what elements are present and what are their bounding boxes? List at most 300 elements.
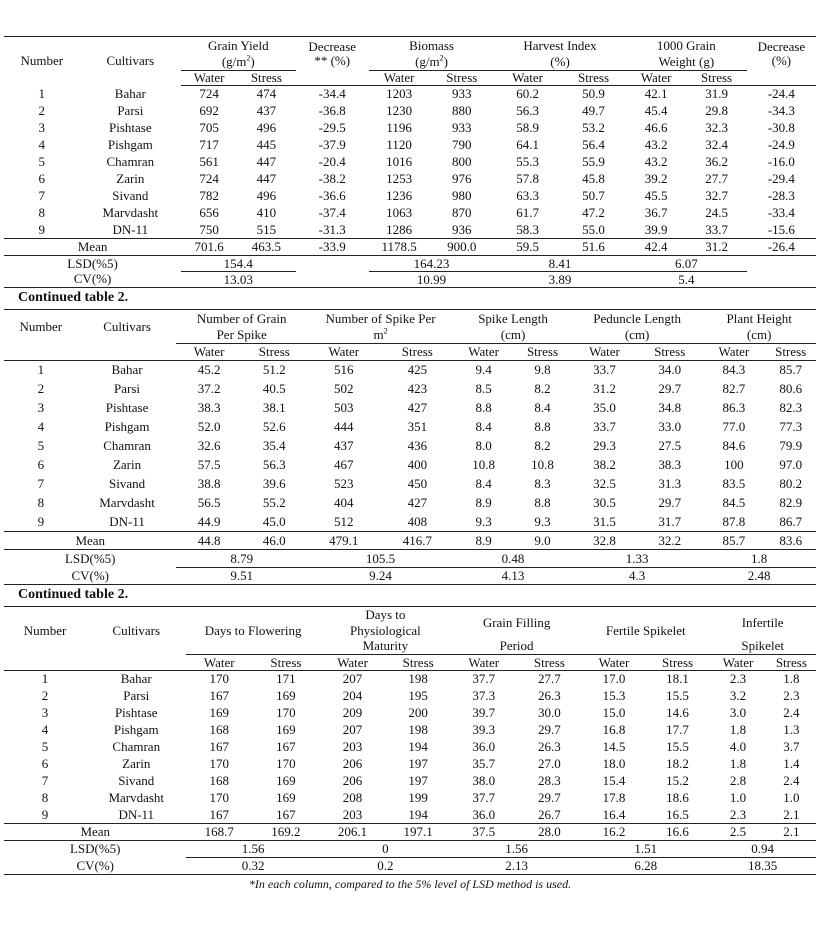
mean-value: 85.7 (702, 532, 765, 550)
table-row (4, 154, 816, 171)
cell-value: 32.3 (705, 120, 728, 135)
cultivar-name: DN-11 (112, 221, 149, 237)
cell-value: 39.7 (472, 705, 496, 720)
cell-value: 82.7 (722, 381, 746, 396)
cell-value: 58.9 (516, 120, 540, 135)
cell-value: 37.7 (472, 790, 496, 805)
cell-value: 60.2 (516, 86, 540, 102)
cell-value: 8.9 (475, 495, 492, 510)
cell-value: 404 (333, 495, 354, 510)
header-spike-length-unit: (cm) (454, 328, 572, 344)
cultivar-name: Chamran (103, 438, 151, 453)
mean-value: 32.8 (572, 532, 637, 550)
cell-value: 17.7 (666, 722, 689, 737)
cell-value: 410 (256, 205, 277, 220)
header-grain-yield-unit: $(g/m^2)$ (181, 55, 295, 71)
header-cultivars: Cultivars (80, 37, 182, 86)
cell-value: -30.8 (767, 120, 795, 135)
cell-value: 82.3 (779, 400, 803, 415)
cell-value: -15.6 (767, 221, 795, 237)
cell-value: 1.0 (783, 790, 800, 805)
mean-value: 16.6 (646, 824, 710, 841)
cell-value: 32.6 (197, 438, 221, 453)
cell-value: 8.4 (475, 419, 492, 434)
cell-value: 207 (342, 671, 363, 687)
subheader-water: Water (320, 655, 386, 671)
cv-value: 13.03 (181, 272, 295, 288)
row-number: 3 (38, 120, 46, 135)
row-number: 8 (37, 495, 45, 510)
cell-value: 26.3 (538, 739, 561, 754)
cv-label: CV(%) (4, 568, 176, 585)
cell-value: 36.7 (644, 205, 668, 220)
cell-value: 38.8 (197, 476, 221, 491)
subheader-stress: Stress (429, 71, 494, 86)
cell-value: 445 (256, 137, 277, 152)
cell-value: 16.5 (666, 806, 689, 822)
cell-value: 561 (199, 154, 219, 169)
table-row (4, 513, 816, 532)
cell-value: 80.6 (779, 381, 803, 396)
cell-value: 8.4 (475, 476, 492, 491)
cell-value: 1063 (386, 205, 413, 220)
header-infertile-spikelet-2: Spikelet (709, 639, 816, 655)
cell-value: 9.4 (475, 362, 492, 378)
mean-value: 701.6 (181, 239, 237, 256)
cell-value: 83.5 (722, 476, 746, 491)
cell-value: 502 (333, 381, 354, 396)
subheader-water: Water (369, 71, 429, 86)
cultivar-name: Parsi (123, 688, 150, 703)
cell-value: 86.7 (779, 513, 803, 529)
cell-value: 351 (407, 419, 428, 434)
cultivar-name: DN-11 (118, 806, 155, 822)
cultivar-name: Marvdasht (102, 205, 159, 220)
cv-value: 0.2 (320, 858, 451, 875)
cell-value: 1.8 (783, 671, 800, 687)
row-number: 1 (37, 362, 45, 378)
cultivar-name: Parsi (114, 381, 141, 396)
header-decrease: Decrease ** (%) (296, 37, 369, 71)
cell-value: 31.9 (705, 86, 728, 102)
lsd-value: 8.41 (494, 256, 626, 272)
lsd-value: 6.07 (626, 256, 747, 272)
cell-value: 45.8 (582, 171, 605, 186)
subheader-water: Water (186, 655, 252, 671)
subheader-stress: Stress (381, 344, 455, 361)
cell-value: 55.3 (516, 154, 540, 169)
subheader-water: Water (709, 655, 766, 671)
header-days-to-maturity-2: Physiological (349, 622, 421, 638)
table-row (4, 705, 816, 722)
cell-value: 168 (209, 773, 230, 788)
mean-value: 416.7 (381, 532, 455, 550)
cell-value: 2.4 (783, 705, 800, 720)
header-cultivars: Cultivars (78, 310, 177, 344)
mean-value: 463.5 (237, 239, 295, 256)
subheader-blank (296, 71, 369, 86)
cell-value: -38.2 (318, 171, 346, 186)
cell-value: 503 (333, 400, 354, 415)
cell-value: 33.7 (593, 419, 616, 434)
lsd-value: 154.4 (181, 256, 295, 272)
cell-value: 86.3 (722, 400, 746, 415)
cell-value: 724 (199, 171, 219, 186)
subheader-water: Water (307, 344, 381, 361)
lsd-row (4, 256, 816, 272)
header-days-to-flowering: Days to Flowering (186, 607, 319, 655)
cell-value: 31.2 (593, 381, 616, 396)
cell-value: 29.3 (593, 438, 616, 453)
cell-value: 31.3 (658, 476, 682, 491)
cell-value: 169 (276, 688, 296, 703)
cell-value: 52.0 (197, 419, 221, 434)
cell-value: -31.3 (318, 221, 346, 237)
cell-value: 717 (199, 137, 219, 152)
cell-value: 29.7 (658, 381, 682, 396)
row-number: 3 (37, 400, 45, 415)
cell-value: -28.3 (767, 188, 795, 203)
table-row (4, 790, 816, 807)
cell-value: 1.0 (729, 790, 747, 805)
cell-value: 45.5 (644, 188, 668, 203)
cell-value: 36.2 (705, 154, 728, 169)
subheader-water: Water (176, 344, 241, 361)
cell-value: 1.8 (729, 756, 747, 771)
cell-value: 8.2 (534, 381, 551, 396)
continued-title: Continued table 2. (18, 290, 129, 305)
cell-value: 15.0 (602, 705, 626, 720)
cell-value: 423 (407, 381, 428, 396)
lsd-value: 0 (320, 841, 451, 858)
row-number: 3 (41, 705, 49, 720)
cell-value: 27.7 (705, 171, 728, 186)
lsd-label: LSD(%5) (67, 255, 118, 271)
cell-value: 18.2 (666, 756, 689, 771)
table-row (4, 188, 816, 205)
cultivar-name: Bahar (120, 671, 152, 687)
cell-value: 170 (276, 705, 296, 720)
cell-value: 32.5 (593, 476, 616, 491)
header-biomass-unit: $(g/m^2)$ (369, 55, 494, 71)
cell-value: 16.4 (602, 806, 626, 822)
cell-value: 27.7 (538, 671, 561, 687)
cell-value: 36.0 (472, 806, 496, 822)
table-row (4, 399, 816, 418)
cell-value: 209 (342, 705, 363, 720)
cell-value: 29.7 (538, 790, 561, 805)
cell-value: 9.8 (534, 362, 551, 378)
cell-value: 42.1 (644, 86, 668, 102)
cell-value: 194 (408, 806, 428, 822)
header-fertile-spikelet: Fertile Spikelet (582, 607, 709, 655)
cell-value: 50.7 (582, 188, 605, 203)
cell-value: 32.7 (705, 188, 728, 203)
subheader-water: Water (702, 344, 765, 361)
cell-value: 9.3 (475, 513, 492, 529)
table-row (4, 171, 816, 188)
cell-value: 39.9 (644, 221, 668, 237)
cell-value: 171 (276, 671, 296, 687)
mean-value: 479.1 (307, 532, 381, 550)
mean-value: 42.4 (626, 239, 686, 256)
cultivar-name: DN-11 (109, 513, 145, 529)
cell-value: 2.1 (783, 806, 800, 822)
cell-value: 33.7 (593, 362, 616, 378)
row-number: 9 (37, 513, 45, 529)
cell-value: 56.3 (262, 457, 286, 472)
cell-value: 936 (452, 221, 472, 237)
cell-value: 55.9 (582, 154, 605, 169)
table-row (4, 739, 816, 756)
mean-value: 31.2 (686, 239, 746, 256)
cell-value: 39.3 (472, 722, 496, 737)
cultivar-name: Pishtase (114, 705, 158, 720)
row-number: 8 (41, 790, 49, 805)
cell-value: 523 (333, 476, 354, 491)
lsd-value: 164.23 (369, 256, 494, 272)
cell-value: 32.4 (705, 137, 728, 152)
cell-value: 170 (209, 790, 230, 805)
cell-value: 197 (408, 756, 428, 771)
subheader-stress: Stress (517, 655, 583, 671)
cell-value: 3.0 (729, 705, 747, 720)
cell-value: 38.2 (593, 457, 616, 472)
cell-value: 2.3 (729, 806, 747, 822)
cell-value: 85.7 (779, 362, 803, 378)
continued-title: Continued table 2. (18, 587, 129, 602)
cell-value: 2.8 (729, 773, 747, 788)
cultivar-name: Chamran (106, 154, 155, 169)
cultivar-name: Pishgam (107, 137, 153, 152)
row-number: 5 (38, 154, 46, 169)
cell-value: 34.0 (658, 362, 682, 378)
cell-value: 208 (342, 790, 363, 805)
cell-value: 35.0 (593, 400, 616, 415)
cell-value: 17.0 (602, 671, 626, 687)
cell-value: 167 (209, 739, 230, 754)
lsd-value: 1.56 (451, 841, 582, 858)
header-grain-per-spike: Number of Grain (176, 310, 306, 328)
cell-value: -24.4 (767, 86, 795, 102)
header-days-to-maturity-3: Maturity (320, 639, 451, 655)
cv-value: 9.51 (176, 568, 306, 585)
cv-value: 9.24 (307, 568, 454, 585)
cell-value: 8.5 (475, 381, 492, 396)
cultivar-name: Zarin (116, 171, 145, 186)
cell-value: 496 (256, 188, 277, 203)
table-row (4, 222, 816, 239)
mean-value: 32.2 (637, 532, 702, 550)
cv-row (4, 568, 816, 585)
cell-value: -29.5 (318, 120, 346, 135)
cell-value: 169 (276, 773, 296, 788)
cell-value: -29.4 (767, 171, 795, 186)
mean-value: 16.2 (582, 824, 646, 841)
cell-value: 45.2 (197, 362, 221, 378)
cell-value: 800 (452, 154, 472, 169)
header-1000-grain-unit: Weight (g) (626, 55, 747, 71)
cell-value: 10.8 (531, 457, 554, 472)
cell-value: 29.7 (658, 495, 682, 510)
header-number: Number (4, 607, 86, 655)
cell-value: -24.9 (767, 137, 795, 152)
header-plant-height: Plant Height (702, 310, 816, 328)
mean-row (4, 239, 816, 256)
mean-row (4, 824, 816, 841)
cell-value: 87.8 (722, 513, 746, 529)
header-spike-per-m2: Number of Spike Per (307, 310, 454, 328)
mean-value: 2.1 (767, 824, 816, 841)
cell-value: 206 (342, 756, 363, 771)
header-peduncle-length: Peduncle Length (572, 310, 702, 328)
cell-value: 436 (407, 438, 428, 453)
cultivar-name: Sivand (112, 188, 149, 203)
cell-value: 444 (333, 419, 354, 434)
cell-value: 195 (408, 688, 428, 703)
lsd-value: 1.33 (572, 550, 702, 568)
lsd-value: 1.51 (582, 841, 709, 858)
row-number: 9 (38, 221, 46, 237)
subheader-stress: Stress (637, 344, 702, 361)
cell-value: 29.8 (705, 103, 728, 118)
cell-value: 55.2 (262, 495, 286, 510)
cell-value: 8.3 (534, 476, 551, 491)
cell-value: 43.2 (644, 137, 668, 152)
cell-value: 203 (342, 806, 363, 822)
mean-value: 8.9 (454, 532, 513, 550)
mean-value: 28.0 (517, 824, 583, 841)
cell-value: 1236 (386, 188, 413, 203)
lsd-value: 0.48 (454, 550, 572, 568)
lsd-label: LSD(%5) (69, 841, 121, 857)
cell-value: 447 (256, 154, 277, 169)
header-spike-per-m2-unit: $m^2$ (307, 328, 454, 344)
cultivar-name: Zarin (112, 457, 142, 472)
cell-value: 52.6 (262, 419, 286, 434)
header-number: Number (4, 310, 78, 344)
cell-value: 204 (342, 688, 363, 703)
row-number: 2 (41, 688, 49, 703)
cell-value: 50.9 (582, 86, 605, 102)
header-infertile-spikelet: Infertile (709, 607, 816, 639)
subheader-stress: Stress (513, 344, 572, 361)
lsd-row (4, 550, 816, 568)
cell-value: 512 (333, 513, 354, 529)
subheader-water: Water (181, 71, 237, 86)
cell-value: 496 (256, 120, 277, 135)
cultivar-name: Parsi (117, 103, 144, 118)
mean-row (4, 532, 816, 550)
table-row (4, 103, 816, 120)
header-peduncle-length-unit: (cm) (572, 328, 702, 344)
cell-value: 167 (209, 806, 230, 822)
cell-value: 33.0 (658, 419, 682, 434)
row-number: 5 (41, 739, 49, 754)
cell-value: 35.7 (472, 756, 496, 771)
mean-label: Mean (4, 824, 186, 841)
cell-value: -37.4 (318, 205, 346, 220)
cell-value: -37.9 (318, 137, 346, 152)
cell-value: 170 (209, 756, 230, 771)
cell-value: 437 (333, 438, 354, 453)
row-number: 7 (41, 773, 49, 788)
cell-value: 84.6 (722, 438, 746, 453)
cell-value: 14.5 (602, 739, 626, 754)
cell-value: 515 (256, 221, 277, 237)
cell-value: 976 (452, 171, 472, 186)
cell-value: 400 (407, 457, 428, 472)
cell-value: 8.8 (475, 400, 492, 415)
mean-value: 51.6 (561, 239, 626, 256)
subheader-stress: Stress (561, 71, 626, 86)
cell-value: 8.2 (534, 438, 551, 453)
cell-value: 18.6 (666, 790, 689, 805)
cell-value: 167 (209, 688, 230, 703)
cv-value: 6.28 (582, 858, 709, 875)
mean-label: Mean (4, 532, 176, 550)
row-number: 8 (38, 205, 46, 220)
header-grain-yield: Grain Yield (181, 37, 295, 55)
cell-value: 45.0 (262, 513, 286, 529)
cell-value: -34.4 (318, 86, 346, 102)
cell-value: 724 (199, 86, 219, 102)
cultivar-name: Chamran (112, 739, 161, 754)
cell-value: 168 (209, 722, 230, 737)
cell-value: 933 (452, 120, 472, 135)
cell-value: 2.3 (783, 688, 800, 703)
cell-value: 8.8 (534, 419, 551, 434)
row-number: 6 (41, 756, 49, 771)
cell-value: 56.3 (516, 103, 540, 118)
cell-value: 167 (276, 739, 296, 754)
header-spike-length: Spike Length (454, 310, 572, 328)
row-number: 4 (41, 722, 49, 737)
cultivar-name: Sivand (118, 773, 155, 788)
mean-value: -33.9 (296, 239, 369, 256)
mean-value: 9.0 (513, 532, 572, 550)
cell-value: 63.3 (516, 188, 540, 203)
cv-value: 3.89 (494, 272, 626, 288)
cell-value: 408 (407, 513, 428, 529)
header-cultivars: Cultivars (86, 607, 186, 655)
mean-value: 59.5 (494, 239, 561, 256)
cv-label: CV(%) (4, 858, 186, 875)
cell-value: 516 (333, 362, 354, 378)
lsd-value: 1.8 (702, 550, 816, 568)
cell-value: 40.5 (262, 381, 286, 396)
cell-value: 1.4 (783, 756, 800, 771)
table-row (4, 137, 816, 154)
lsd-value: 0.94 (709, 841, 816, 858)
cultivar-name: Marvdasht (99, 495, 155, 510)
cell-value: 56.4 (582, 137, 605, 152)
subheader-water: Water (454, 344, 513, 361)
table-row (4, 756, 816, 773)
cell-value: 692 (199, 103, 219, 118)
cultivar-name: Pishtase (105, 400, 149, 415)
table-row (4, 722, 816, 739)
cell-value: -33.4 (767, 205, 795, 220)
cell-value: 57.8 (516, 171, 540, 186)
cell-value: 30.5 (593, 495, 616, 510)
subheader-blank (747, 71, 816, 86)
cell-value: 474 (256, 86, 277, 102)
cell-value: 28.3 (538, 773, 561, 788)
cell-value: 980 (452, 188, 472, 203)
cell-value: 750 (199, 221, 219, 237)
cv-value: 4.13 (454, 568, 572, 585)
